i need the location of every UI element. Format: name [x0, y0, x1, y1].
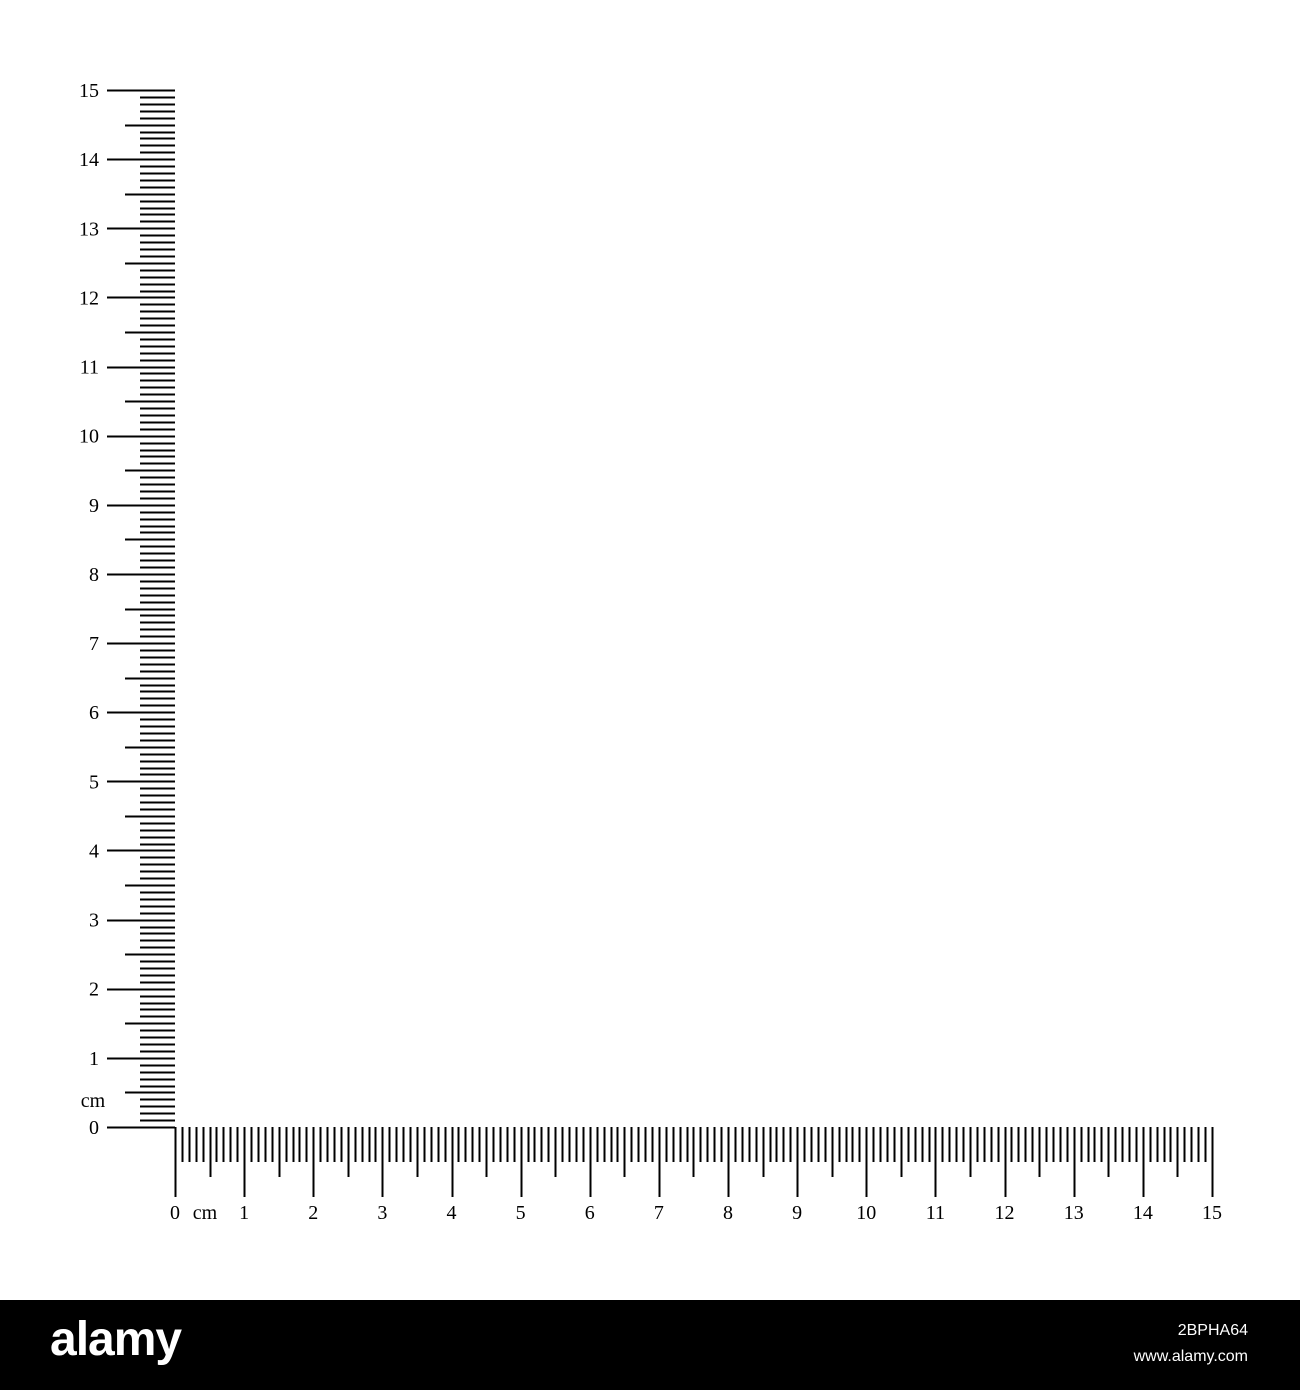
- vertical-tick-label: 13: [79, 218, 99, 241]
- horizontal-tick-label: 13: [1063, 1202, 1084, 1224]
- watermark-site: www.alamy.com: [1133, 1348, 1248, 1365]
- horizontal-tick-label: 9: [792, 1202, 803, 1224]
- vertical-tick-label: 5: [89, 771, 99, 794]
- vertical-unit-label: cm: [80, 1090, 106, 1112]
- vertical-tick-label: 15: [79, 80, 99, 103]
- horizontal-unit-label: cm: [192, 1202, 218, 1224]
- horizontal-tick-label: 0: [170, 1202, 180, 1224]
- horizontal-tick-label: 10: [856, 1202, 877, 1224]
- horizontal-tick-label: 11: [925, 1202, 946, 1224]
- vertical-tick-label: 2: [89, 978, 99, 1001]
- vertical-tick-label: 0: [89, 1117, 99, 1139]
- horizontal-tick-label: 1: [239, 1202, 250, 1224]
- vertical-tick-label: 11: [79, 356, 99, 379]
- horizontal-tick-label: 7: [653, 1202, 664, 1224]
- vertical-tick-label: 4: [89, 840, 99, 863]
- vertical-tick-label: 8: [89, 563, 99, 586]
- horizontal-tick-label: 3: [377, 1202, 388, 1224]
- watermark-logo: alamy: [50, 1313, 182, 1366]
- vertical-tick-label: 12: [79, 287, 99, 310]
- vertical-tick-label: 3: [89, 909, 99, 932]
- vertical-tick-label: 1: [89, 1047, 99, 1070]
- horizontal-tick-label: 2: [308, 1202, 319, 1224]
- vertical-tick-label: 14: [79, 149, 99, 172]
- horizontal-tick-label: 12: [994, 1202, 1015, 1224]
- vertical-tick-label: 9: [89, 494, 99, 517]
- horizontal-tick-label: 14: [1132, 1202, 1153, 1224]
- horizontal-tick-label: 4: [446, 1202, 457, 1224]
- vertical-tick-label: 10: [79, 425, 99, 448]
- vertical-tick-label: 6: [89, 702, 99, 725]
- watermark-bar: [0, 1300, 1300, 1390]
- horizontal-tick-label: 6: [584, 1202, 595, 1224]
- horizontal-tick-label: 8: [723, 1202, 734, 1224]
- horizontal-tick-label: 15: [1201, 1202, 1222, 1224]
- watermark-image-id: 2BPHA64: [1177, 1322, 1248, 1339]
- vertical-tick-label: 7: [89, 633, 99, 656]
- horizontal-tick-label: 5: [515, 1202, 526, 1224]
